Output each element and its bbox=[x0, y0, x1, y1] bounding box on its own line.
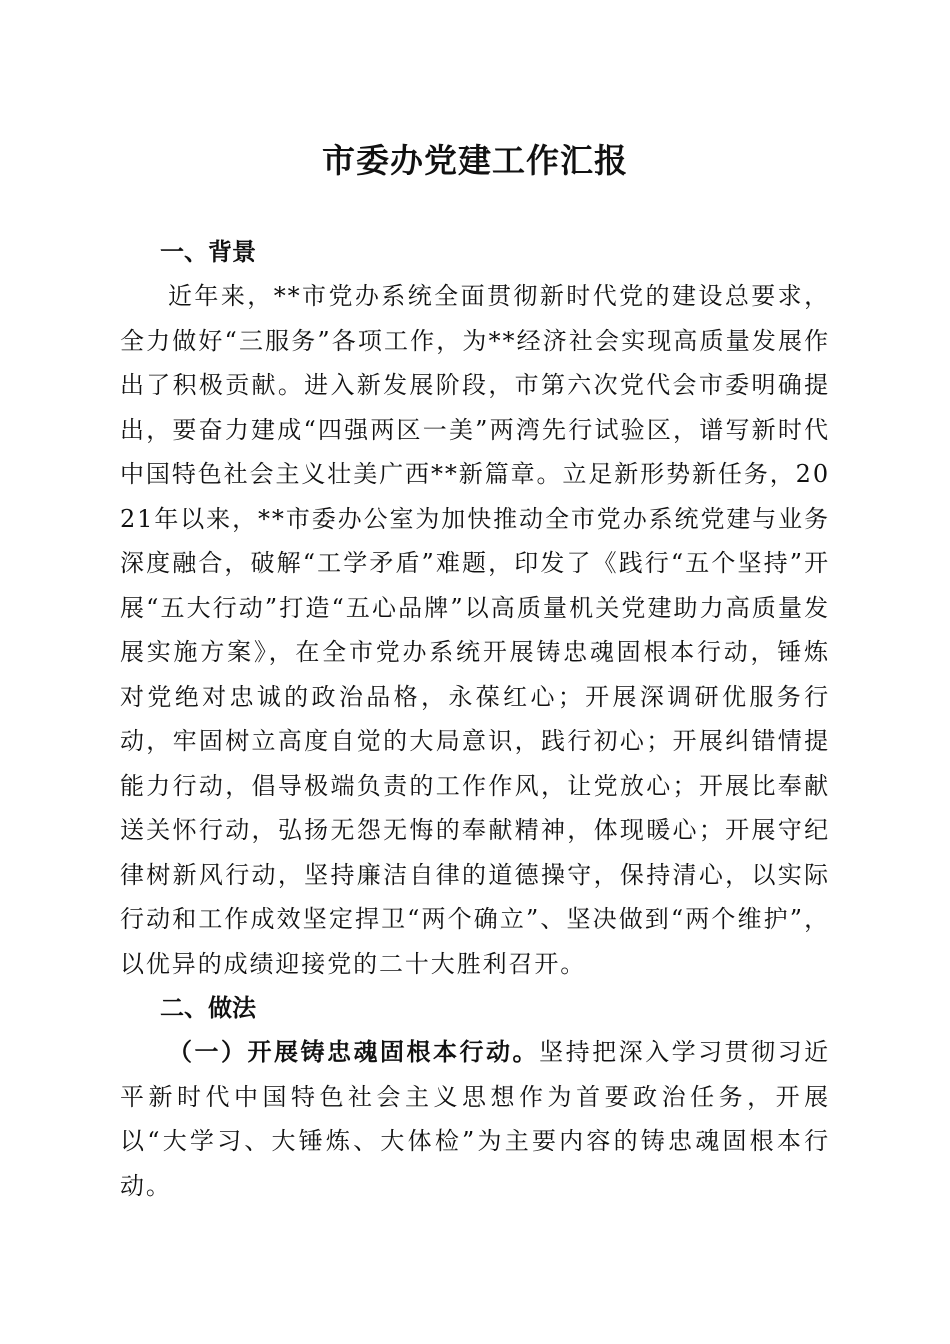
document-title: 市委办党建工作汇报 bbox=[322, 141, 628, 180]
subsection-text: 坚持把深入学习贯彻习近平新时代中国特色社会主义思想作为首要政治任务，开展以“大学习、大锤炼、大体检”为主要内容的铸忠魂固根本行动。 bbox=[120, 1038, 830, 1200]
subsection-lead: （一）开展铸忠魂固根本行动。 bbox=[168, 1037, 540, 1066]
document-body bbox=[120, 230, 830, 1208]
methods-paragraph bbox=[120, 1030, 830, 1208]
background-paragraph: 近年来，**市党办系统全面贯彻新时代党的建设总要求，全力做好“三服务”各项工作，为**经济社会实现高质量发展作出了积极贡献。进入新发展阶段，市第六次党代会市委明确提出，要奋力建成“四强两区一美”两湾先行试验区，谱写新时代中国特色社会主义壮美广西**新篇章。立足新形势新任务，2021年以来，**市委办公室为加快推动全市党办系统党建与业务深度融合，破解“工学矛盾”难题，印发了《践行“五个坚持”开展“五大行动”打造“五心品牌”以高质量机关党建助力高质量发展实施方案》，在全市党办系统开展铸忠魂固根本行动，锤炼对党绝对忠诚的政治品格，永葆红心；开展深调研优服务行动，牢固树立高度自觉的大局意识，践行初心；开展纠错情提能力行动，倡导极端负责的工作作风，让党放心；开展比奉献送关怀行动，弘扬无怨无悔的奉献精神，体现暖心；开展守纪律树新风行动，坚持廉洁自律的道德操守，保持清心，以实际行动和工作成效坚定捍卫“两个确立”、坚决做到“两个维护”，以优异的成绩迎接党的二十大胜利召开。 bbox=[120, 282, 830, 978]
section-heading-background: 一、背景 bbox=[160, 237, 256, 266]
section-heading-methods: 二、做法 bbox=[160, 993, 256, 1022]
